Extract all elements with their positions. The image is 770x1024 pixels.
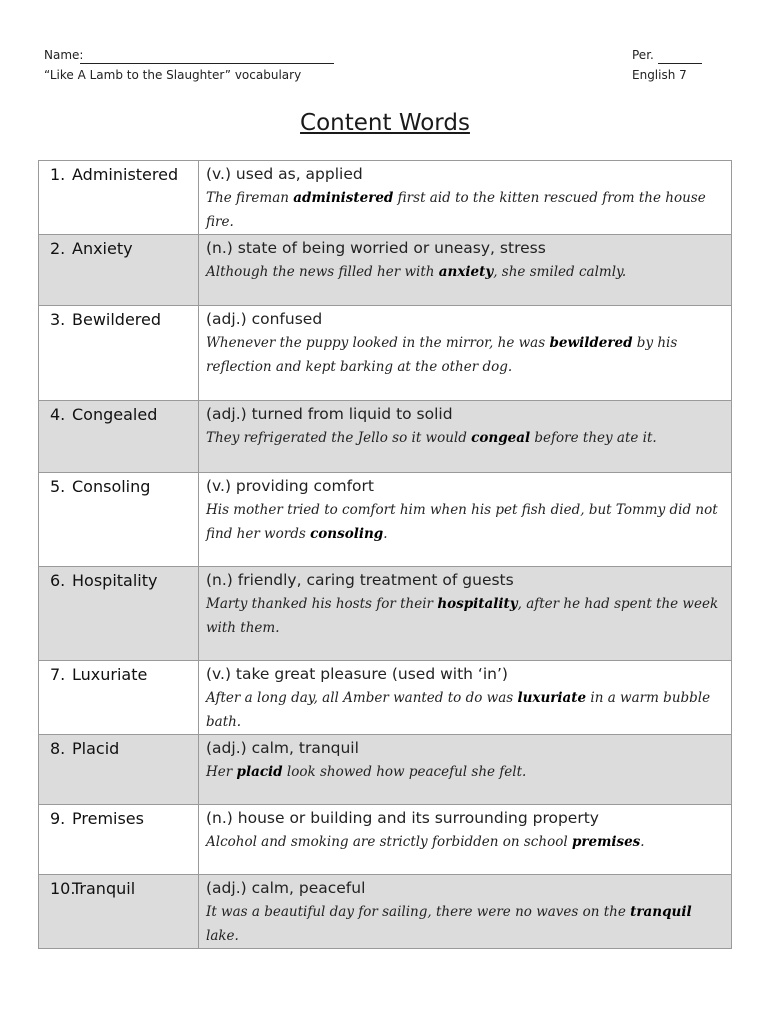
vocab-row xyxy=(39,161,732,235)
term: Luxuriate xyxy=(72,665,148,684)
vocab-row xyxy=(39,473,732,567)
term: Administered xyxy=(72,165,179,184)
period-blank[interactable] xyxy=(658,63,702,64)
course-label: English 7 xyxy=(632,68,687,82)
name-label: Name: xyxy=(44,48,84,62)
definition-cell xyxy=(199,805,732,875)
vocab-row xyxy=(39,735,732,805)
vocab-row xyxy=(39,567,732,661)
period-label: Per. xyxy=(632,48,654,62)
vocab-row xyxy=(39,401,732,473)
example-sentence: The fireman administered first aid to the kitten rescued from the house fire. xyxy=(206,190,706,230)
term-cell xyxy=(39,161,199,235)
vocab-word-highlight: luxuriate xyxy=(517,690,587,706)
definition-cell xyxy=(199,473,732,567)
definition-cell xyxy=(199,735,732,805)
term-cell xyxy=(39,567,199,661)
name-blank[interactable] xyxy=(80,63,334,64)
worksheet-subtitle: “Like A Lamb to the Slaughter” vocabulary xyxy=(44,68,302,82)
definition: (adj.) turned from liquid to solid xyxy=(206,405,453,423)
example-sentence: His mother tried to comfort him when his pet fish died, but Tommy did not find her words consoling. xyxy=(206,502,718,542)
term-cell xyxy=(39,401,199,473)
vocab-row xyxy=(39,805,732,875)
term: Premises xyxy=(72,809,144,828)
definition: (adj.) calm, tranquil xyxy=(206,739,359,757)
term-number: 7. xyxy=(50,665,66,684)
term-number: 3. xyxy=(50,310,66,329)
term-number: 1. xyxy=(50,165,66,184)
definition: (v.) used as, applied xyxy=(206,165,363,183)
term: Hospitality xyxy=(72,571,158,590)
term-cell xyxy=(39,875,199,949)
vocab-word-highlight: premises xyxy=(571,834,641,850)
definition: (v.) take great pleasure (used with ‘in’) xyxy=(206,665,508,683)
vocab-row xyxy=(39,875,732,949)
example-sentence: Whenever the puppy looked in the mirror, he was bewildered by his reflection and kept barking at the other dog. xyxy=(206,335,678,375)
example-sentence: Although the news filled her with anxiety, she smiled calmly. xyxy=(206,264,627,280)
definition: (n.) friendly, caring treatment of guests xyxy=(206,571,514,589)
term-cell xyxy=(39,661,199,735)
vocab-word-highlight: congeal xyxy=(471,430,531,446)
term: Tranquil xyxy=(72,879,136,898)
definition: (adj.) confused xyxy=(206,310,323,328)
term-cell xyxy=(39,735,199,805)
term-number: 8. xyxy=(50,739,66,758)
example-sentence: They refrigerated the Jello so it would congeal before they ate it. xyxy=(206,430,657,446)
vocab-word-highlight: consoling xyxy=(310,526,384,542)
page-title: Content Words xyxy=(300,110,470,136)
vocab-word-highlight: anxiety xyxy=(438,264,494,280)
term-cell xyxy=(39,235,199,306)
definition-cell xyxy=(199,161,732,235)
definition-cell xyxy=(199,235,732,306)
vocab-word-highlight: bewildered xyxy=(549,335,633,351)
example-sentence: After a long day, all Amber wanted to do was luxuriate in a warm bubble bath. xyxy=(206,690,711,730)
vocab-row xyxy=(39,235,732,306)
term: Consoling xyxy=(72,477,151,496)
term-number: 5. xyxy=(50,477,66,496)
vocab-word-highlight: administered xyxy=(293,190,394,206)
term-cell xyxy=(39,473,199,567)
term-number: 9. xyxy=(50,809,66,828)
definition: (adj.) calm, peaceful xyxy=(206,879,366,897)
term: Bewildered xyxy=(72,310,162,329)
term-number: 4. xyxy=(50,405,66,424)
term: Anxiety xyxy=(72,239,133,258)
term: Placid xyxy=(72,739,120,758)
vocab-word-highlight: hospitality xyxy=(437,596,518,612)
term-number: 10. xyxy=(50,879,76,898)
vocabulary-table xyxy=(38,160,732,949)
definition-cell xyxy=(199,306,732,401)
definition-cell xyxy=(199,401,732,473)
definition: (n.) house or building and its surrounding property xyxy=(206,809,599,827)
term: Congealed xyxy=(72,405,158,424)
definition-cell xyxy=(199,661,732,735)
example-sentence: Her placid look showed how peaceful she felt. xyxy=(206,764,527,780)
term-cell xyxy=(39,805,199,875)
example-sentence: It was a beautiful day for sailing, there were no waves on the tranquil lake. xyxy=(206,904,692,944)
vocab-word-highlight: tranquil xyxy=(630,904,692,920)
definition-cell xyxy=(199,875,732,949)
vocab-word-highlight: placid xyxy=(236,764,283,780)
term-number: 6. xyxy=(50,571,66,590)
definition-cell xyxy=(199,567,732,661)
vocab-row xyxy=(39,661,732,735)
term-number: 2. xyxy=(50,239,66,258)
definition: (n.) state of being worried or uneasy, stress xyxy=(206,239,546,257)
definition: (v.) providing comfort xyxy=(206,477,374,495)
term-cell xyxy=(39,306,199,401)
vocab-row xyxy=(39,306,732,401)
example-sentence: Marty thanked his hosts for their hospitality, after he had spent the week with them. xyxy=(206,596,719,636)
example-sentence: Alcohol and smoking are strictly forbidden on school premises. xyxy=(206,834,645,850)
